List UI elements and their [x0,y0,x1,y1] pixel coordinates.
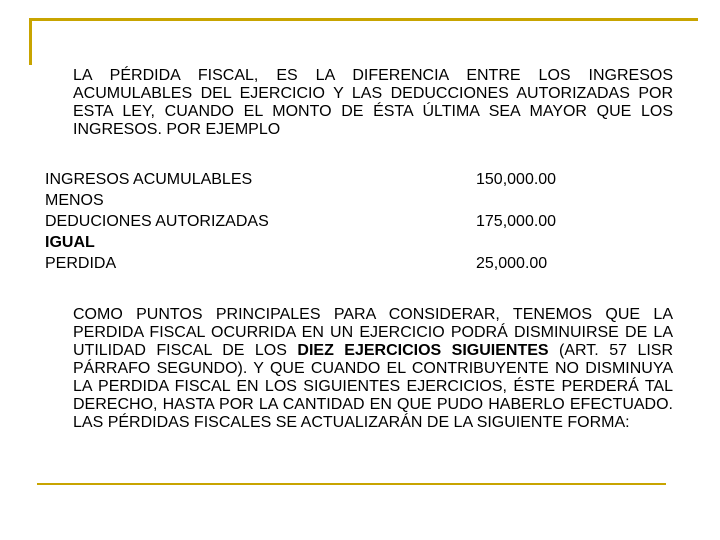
closing-text-part2: (ART. 57 LISR PÁRRAFO SEGUNDO). Y QUE CUANDO EL CONTRIBUYENTE NO DISMINUYA LA PERDIDA FISCAL EN LOS SIGUIENTES EJERCICIOS, ÉSTE PERDERÁ TAL DERECHO, HASTA POR LA CANTIDAD EN QUE PUDO HABERLO EFECTUADO. LAS PÉRDIDAS FISCALES SE ACTUALIZARÁN DE LA SIGUIENTE FORMA: [73,342,674,431]
closing-text-part1: COMO PUNTOS PRINCIPALES PARA CONSIDERAR, TENEMOS QUE LA PERDIDA FISCAL OCURRIDA EN UN EJERCICIO PODRÁ DISMINUIRSE DE LA UTILIDAD FISCAL DE LOS [73,306,673,359]
table-row [45,212,605,233]
table-row [45,170,605,191]
table-row [45,233,605,254]
row-label: PERDIDA [45,255,117,272]
closing-text-emphasis: DIEZ EJERCICIOS SIGUIENTES [297,342,549,359]
frame-bottom-line [37,483,666,485]
table-row [45,254,605,275]
frame-left-line [29,18,32,65]
row-amount: 175,000.00 [476,213,557,230]
row-amount: 150,000.00 [476,171,557,188]
closing-paragraph [73,306,673,432]
intro-paragraph: LA PÉRDIDA FISCAL, ES LA DIFERENCIA ENTRE LOS INGRESOS ACUMULABLES DEL EJERCICIO Y LAS DEDUCCIONES AUTORIZADAS POR ESTA LEY, CUANDO EL MONTO DE ÉSTA ÚLTIMA SEA MAYOR QUE LOS INGRESOS. POR EJEMPLO [73,67,673,138]
example-table [45,170,605,275]
row-amount: 25,000.00 [476,255,548,272]
row-label: MENOS [45,192,104,209]
frame-top-line [29,18,698,21]
row-label: DEDUCIONES AUTORIZADAS [45,213,269,230]
row-label: INGRESOS ACUMULABLES [45,171,253,188]
table-row [45,191,605,212]
row-label: IGUAL [45,234,95,251]
